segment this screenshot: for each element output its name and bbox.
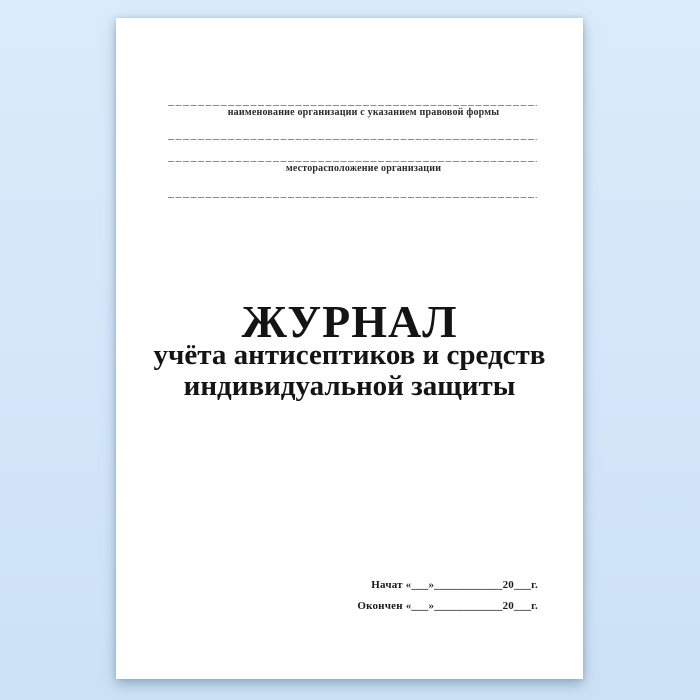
journal-subtitle-line-2: индивидуальной защиты [183, 370, 516, 402]
journal-subtitle-line-1: учёта антисептиков и средств [153, 339, 546, 371]
organization-name-caption: наименование организации с указанием правовой формы [227, 107, 500, 118]
journal-subtitle [116, 340, 583, 402]
journal-cover-page [116, 18, 583, 679]
fill-in-line-blank-2 [168, 197, 537, 198]
fill-in-line-blank-1 [168, 139, 537, 140]
started-date-row: Начат «___»____________20___г. [371, 579, 538, 591]
organization-location-caption: месторасположение организации [285, 163, 442, 174]
journal-title: ЖУРНАЛ [241, 296, 458, 347]
date-fields [357, 575, 538, 617]
fill-in-line-organization-location [168, 161, 537, 162]
fill-in-line-organization-name [168, 105, 537, 106]
finished-date-row: Окончен «___»____________20___г. [357, 600, 538, 612]
